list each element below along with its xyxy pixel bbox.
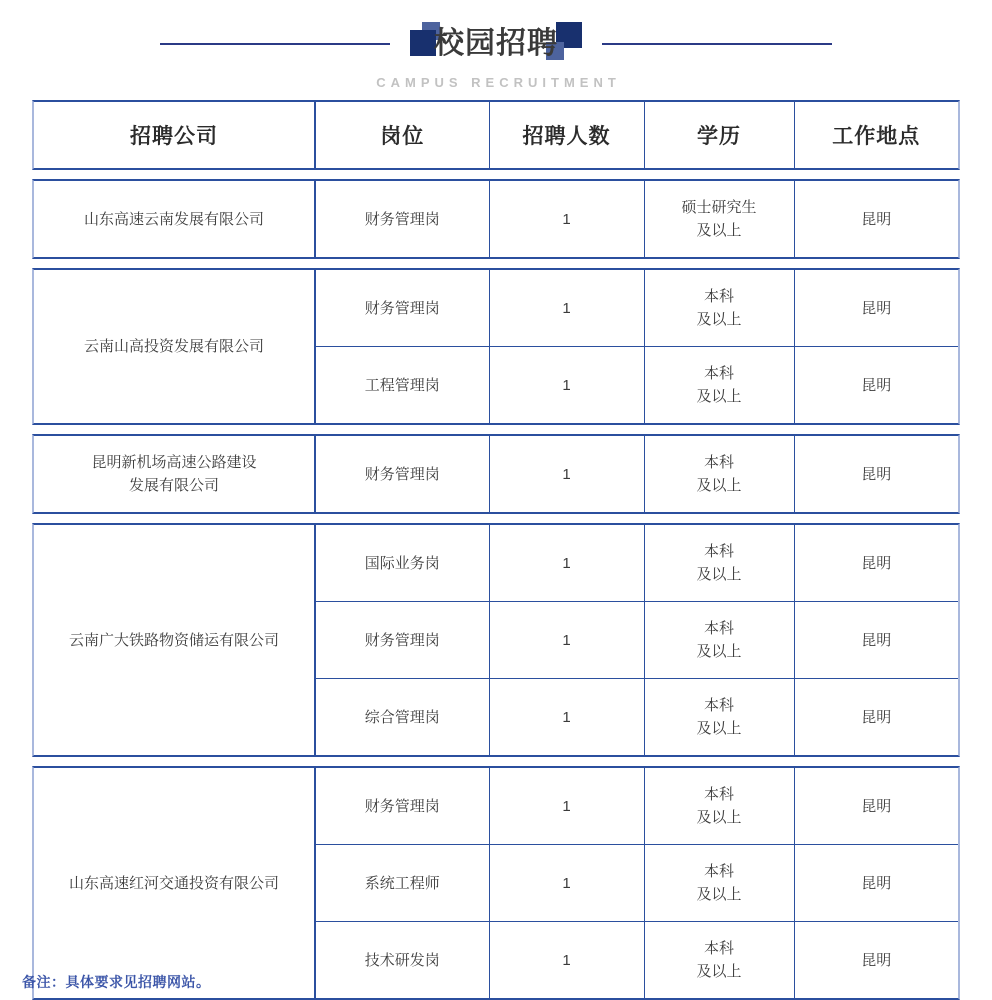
cell-education-line: 及以上 [696, 886, 742, 903]
table-group-block [32, 523, 960, 757]
table-row [34, 768, 958, 845]
cell-company-line: 云南广大铁路物资储运有限公司 [68, 631, 279, 649]
page-title: 校园招聘 [434, 27, 558, 60]
cell-education [644, 436, 794, 512]
cell-location: 昆明 [794, 347, 958, 424]
column-header-count: 招聘人数 [489, 102, 644, 168]
banner-header [0, 0, 992, 100]
cell-education-line: 及以上 [696, 720, 742, 737]
cell-location: 昆明 [794, 922, 958, 999]
cell-education [644, 347, 794, 424]
cell-post: 国际业务岗 [315, 525, 489, 602]
table-row [34, 525, 958, 602]
cell-post: 技术研发岗 [315, 922, 489, 999]
cell-count: 1 [489, 436, 644, 512]
cell-education-line: 本科 [703, 620, 734, 637]
cell-education-line: 及以上 [696, 222, 742, 239]
cell-education-line: 及以上 [696, 643, 742, 660]
cell-count: 1 [489, 679, 644, 756]
cell-company [34, 270, 315, 423]
cell-count: 1 [489, 845, 644, 922]
cell-company [34, 181, 315, 257]
cell-education-line: 本科 [703, 863, 734, 880]
cell-company-line: 山东高速红河交通投资有限公司 [68, 874, 279, 892]
cell-education-line: 本科 [703, 697, 734, 714]
cell-location: 昆明 [861, 299, 892, 317]
cell-count: 1 [489, 768, 644, 845]
cell-education-line: 本科 [703, 786, 734, 803]
table-row [34, 436, 958, 512]
cell-education [644, 270, 794, 347]
cell-location: 昆明 [794, 845, 958, 922]
column-header-location: 工作地点 [832, 125, 921, 148]
cell-post: 工程管理岗 [315, 347, 489, 424]
cell-post: 财务管理岗 [315, 602, 489, 679]
cell-location: 昆明 [794, 679, 958, 756]
cell-company [34, 525, 315, 755]
cell-post: 综合管理岗 [315, 679, 489, 756]
cell-company-line: 云南山高投资发展有限公司 [83, 338, 264, 355]
cell-post: 系统工程师 [315, 845, 489, 922]
cell-education-line: 及以上 [696, 388, 742, 405]
cell-company-line: 昆明新机场高速公路建设 [91, 454, 257, 471]
cell-location: 昆明 [794, 602, 958, 679]
cell-location: 昆明 [861, 210, 892, 228]
cell-count: 1 [489, 922, 644, 999]
cell-count: 1 [489, 270, 644, 347]
table-group-block [32, 434, 960, 514]
cell-education-line: 硕士研究生 [681, 199, 757, 216]
table-groups-host [32, 179, 960, 1000]
cell-education [644, 679, 794, 756]
cell-company-line: 发展有限公司 [128, 477, 219, 494]
cell-education [644, 768, 794, 845]
page-subtitle: CAMPUS RECRUITMENT [376, 75, 621, 90]
cell-education [644, 922, 794, 999]
cell-count: 1 [489, 181, 644, 257]
cell-company [34, 768, 315, 998]
banner-title-row [160, 22, 832, 66]
cell-education-line: 及以上 [696, 963, 742, 980]
cell-post: 财务管理岗 [315, 768, 489, 845]
cell-post: 财务管理岗 [315, 181, 489, 257]
table-group-block [32, 766, 960, 1000]
cell-education-line: 本科 [703, 543, 734, 560]
cell-education-line: 本科 [703, 365, 734, 382]
banner-title-wrap [408, 22, 584, 66]
column-header-post: 岗位 [315, 102, 489, 168]
decor-square-navy-left [410, 30, 436, 56]
cell-count: 1 [489, 525, 644, 602]
cell-education [644, 525, 794, 602]
cell-education [644, 181, 794, 257]
cell-count: 1 [489, 347, 644, 424]
cell-location: 昆明 [861, 797, 892, 815]
table-row [34, 270, 958, 347]
cell-education-line: 本科 [703, 454, 734, 471]
column-header-company: 招聘公司 [34, 102, 315, 168]
cell-post: 财务管理岗 [315, 270, 489, 347]
column-header-education: 学历 [644, 102, 794, 168]
cell-education-line: 及以上 [696, 809, 742, 826]
table-group-block [32, 268, 960, 425]
cell-count: 1 [489, 602, 644, 679]
table-row [34, 181, 958, 257]
cell-education-line: 本科 [703, 288, 734, 305]
divider-line-right [602, 43, 832, 45]
table-header-row [34, 102, 958, 168]
cell-education [644, 602, 794, 679]
footnote: 备注：具体要求见招聘网站。 [22, 974, 211, 990]
cell-education-line: 及以上 [696, 477, 742, 494]
table-group-block [32, 179, 960, 259]
cell-post: 财务管理岗 [315, 436, 489, 512]
table-header-block [32, 100, 960, 170]
cell-education-line: 及以上 [696, 566, 742, 583]
cell-company-line: 山东高速云南发展有限公司 [83, 210, 264, 228]
recruitment-table [0, 100, 992, 1000]
cell-location: 昆明 [861, 465, 892, 483]
cell-company [34, 436, 315, 512]
cell-education-line: 本科 [703, 940, 734, 957]
divider-line-left [160, 43, 390, 45]
cell-education [644, 845, 794, 922]
cell-location: 昆明 [861, 554, 892, 572]
cell-education-line: 及以上 [696, 311, 742, 328]
